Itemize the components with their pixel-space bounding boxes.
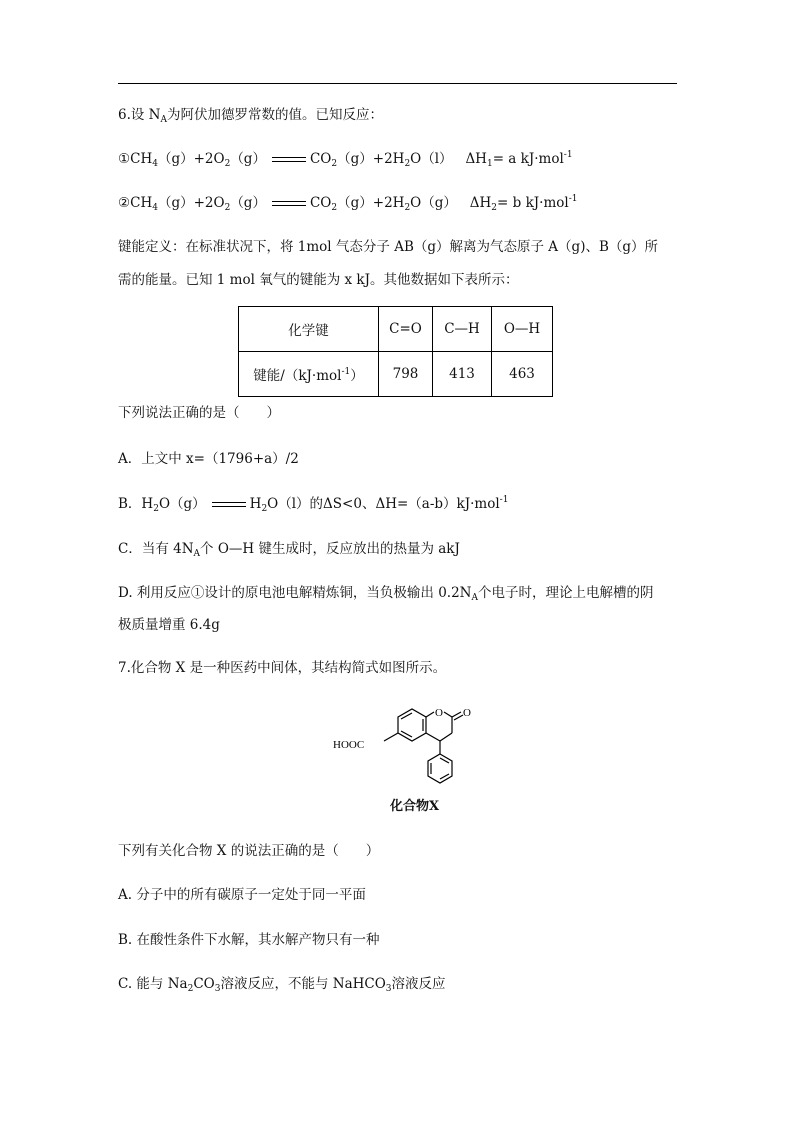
table-header-row bbox=[239, 307, 553, 352]
q7-option-c: C. 能与 $Na_2CO_3$溶液反应，不能与 NaHCO$_3$溶液反应 bbox=[118, 976, 446, 994]
bond-energy-table bbox=[238, 306, 553, 397]
q6-reaction-1: $①CH_4(g)+2O_2(g)$ $CO_2(g)+2H_2O(l)$ $\Delta H_1= a$ kJ·mol$^{-1}$ bbox=[118, 150, 573, 169]
q7-option-b: B. 在酸性条件下水解，其水解产物只有一种 bbox=[118, 932, 380, 948]
q6-option-d-line-2: 极质量增重 6.4g bbox=[118, 617, 220, 633]
q7-option-a: A. 分子中的所有碳原子一定处于同一平面 bbox=[118, 887, 366, 903]
q7-intro: 7.化合物 X 是一种医药中间体，其结构简式如图所示。 bbox=[118, 660, 447, 676]
table-cell: 798 bbox=[379, 352, 433, 397]
figure-caption: 化合物X bbox=[390, 799, 440, 814]
cooh-group-label: HOOC bbox=[333, 739, 365, 751]
q6-definition-line-1: 键能定义：在标准状况下，将 1mol 气态分子 AB（g）解离为气态原子 A（g)、B（g）所 bbox=[118, 239, 659, 255]
q6-question: 下列说法正确的是（ ） bbox=[118, 405, 280, 421]
q6-intro: 6.设 $N_A$为阿伏加德罗常数的值。已知反应： bbox=[118, 107, 383, 125]
ring-oxygen-label: O bbox=[435, 707, 443, 719]
q6-option-c: C．当有 $4N_A$个 O—H 键生成时，反应放出的热量为 akJ bbox=[118, 541, 460, 559]
table-cell: 413 bbox=[433, 352, 492, 397]
table-header-cell: C=O bbox=[379, 307, 433, 352]
table-row bbox=[239, 352, 553, 397]
table-row-label: 键能/（kJ·mol$^{-1}$） bbox=[239, 352, 379, 397]
table-header-cell: C—H bbox=[433, 307, 492, 352]
table-cell: 463 bbox=[492, 352, 553, 397]
q6-reaction-2: $②CH_4(g)+2O_2(g)$ $CO_2(g)+2H_2O(g)$ $\Delta H_2= b$ kJ·mol$^{-1}$ bbox=[118, 194, 578, 213]
equals-arrow-icon bbox=[212, 502, 246, 507]
header-rule bbox=[118, 83, 677, 84]
table-header-cell: 化学键 bbox=[239, 307, 379, 352]
q6-definition-line-2: 需的能量。已知 1 mol 氧气的键能为 x kJ。其他数据如下表所示： bbox=[118, 272, 519, 288]
table-header-cell: O—H bbox=[492, 307, 553, 352]
q6-option-d: D. 利用反应①设计的原电池电解精炼铜，当负极输出 $0.2N_A$个电子时，理论上电解槽的阴 bbox=[118, 585, 654, 603]
q6-option-a: A．上文中 x=（1796+a）/2 bbox=[118, 451, 299, 467]
equals-arrow-icon bbox=[272, 201, 306, 206]
equals-arrow-icon bbox=[272, 157, 306, 162]
q6-option-b: B．$H_2O(g)$ $H_2O(l)$的ΔS<0、ΔH=（a-b）kJ·mol$^{-1}$ bbox=[118, 495, 509, 514]
carbonyl-oxygen-label: O bbox=[463, 707, 471, 719]
q7-question: 下列有关化合物 X 的说法正确的是（ ） bbox=[118, 843, 380, 859]
